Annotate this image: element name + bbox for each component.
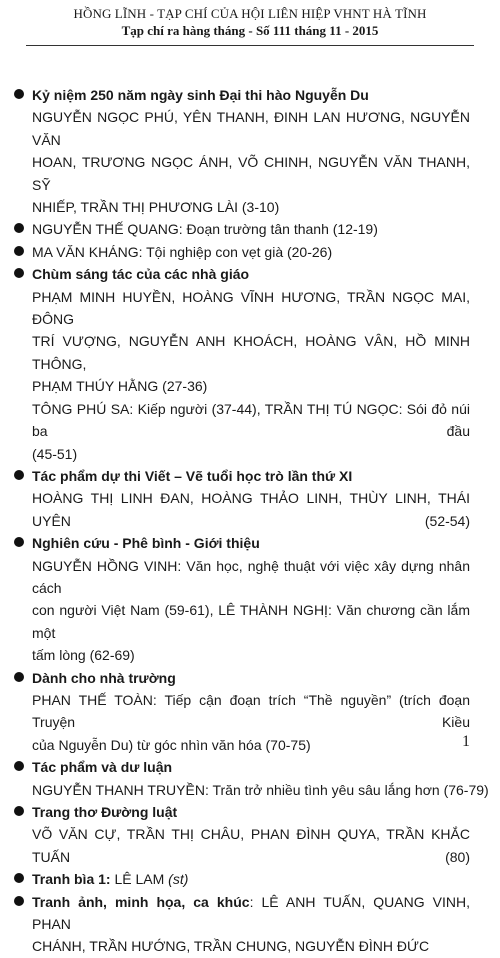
work-title: : Đoạn trường tân thanh (12-19)	[178, 221, 378, 238]
toc-entry-nha-giao	[12, 263, 470, 465]
source-note: (st)	[168, 871, 189, 888]
section-title: Kỷ niệm 250 năm ngày sinh Đại thi hào Nguyễn Du	[32, 87, 369, 103]
section-title: Tranh bìa 1:	[32, 871, 111, 888]
entry-line: của Nguyễn Du) từ góc nhìn văn hóa (70-75)	[32, 736, 311, 753]
artist-name: LÊ LAM	[110, 871, 169, 888]
section-title: Nghiên cứu - Phê bình - Giới thiệu	[32, 535, 260, 552]
toc-entry-nha-truong	[12, 667, 470, 757]
journal-name: HỒNG LĨNH - TẠP CHÍ CỦA HỘI LIÊN HIỆP VHNT HÀ TĨNH	[73, 6, 427, 21]
bullet-icon	[14, 246, 24, 256]
toc-entry-tranh-bia	[12, 868, 470, 890]
author-name: NGUYỄN THẾ QUANG	[32, 221, 179, 238]
entry-line: NGUYỄN HỒNG VINH: Văn học, nghệ thuật với việc xây dựng nhân cách	[32, 557, 470, 596]
entry-line: PHAN THẾ TOÀN: Tiếp cận đoạn trích “Thề nguyền” (trích đoạn Truyện Kiều	[32, 691, 470, 731]
header-divider	[26, 45, 474, 46]
section-title: Tranh ảnh, minh họa, ca khúc	[32, 893, 250, 910]
entry-line: HOÀNG THỊ LINH ĐAN, HOÀNG THẢO LINH, THÙY LINH, THÁI UYÊN (52-54)	[32, 490, 470, 529]
entry-line	[32, 218, 470, 240]
entry-line: VÕ VĂN CỰ, TRẦN THỊ CHÂU, PHAN ĐÌNH QUYA, TRẦN KHẮC TUẤN (80)	[32, 826, 470, 865]
entry-line	[32, 868, 470, 890]
bullet-icon	[14, 761, 24, 771]
bullet-icon	[14, 537, 24, 547]
bullet-icon	[14, 896, 24, 906]
toc-entry-nguyen-du	[12, 84, 470, 218]
entry-line: tấm lòng (62-69)	[32, 647, 135, 664]
toc-entry-du-luan	[12, 756, 489, 801]
bullet-icon	[14, 268, 24, 278]
entry-line: PHẠM THÚY HẰNG (27-36)	[32, 378, 208, 395]
author-name: MA VĂN KHÁNG	[32, 243, 139, 260]
entry-line: TRÍ VƯỢNG, NGUYỄN ANH KHOÁCH, HOÀNG VÂN, HỒ MINH THÔNG,	[32, 333, 470, 372]
issue-info: Tạp chí ra hàng tháng - Số 111 tháng 11 - 2015	[121, 23, 379, 38]
entry-line: NGUYỄN THANH TRUYỀN: Trăn trở nhiều tình yêu sâu lắng hơn (76-79)	[32, 781, 489, 798]
entry-line: HOAN, TRƯƠNG NGỌC ÁNH, VÕ CHINH, NGUYỄN VĂN THANH, SỸ	[32, 154, 470, 193]
section-title: Tác phẩm dự thi Viết – Vẽ tuổi học trò lần thứ XI	[32, 467, 353, 484]
bullet-icon	[14, 470, 24, 480]
toc-entry-nguyen-the-quang	[12, 218, 470, 240]
bullet-icon	[14, 89, 24, 99]
entry-line: PHẠM MINH HUYỀN, HOÀNG VĨNH HƯƠNG, TRẦN NGỌC MAI, ĐÔNG	[32, 288, 470, 328]
section-title: Chùm sáng tác của các nhà giáo	[32, 266, 250, 283]
table-of-contents	[12, 84, 489, 958]
toc-entry-du-thi	[12, 465, 470, 532]
journal-header	[0, 5, 500, 39]
bullet-icon	[14, 806, 24, 816]
entry-line: con người Việt Nam (59-61), LÊ THÀNH NGHỊ: Văn chương cần lắm một	[32, 602, 470, 641]
toc-entry-nghien-cuu	[12, 532, 470, 666]
work-title: : Tội nghiệp con vẹt già (20-26)	[138, 243, 333, 260]
entry-line: (45-51)	[32, 445, 78, 462]
toc-entry-ma-van-khang	[12, 241, 470, 263]
toc-entry-tranh-anh	[12, 891, 470, 958]
bullet-icon	[14, 873, 24, 883]
bullet-icon	[14, 223, 24, 233]
section-title: Tác phẩm và dư luận	[32, 759, 173, 776]
entry-line	[32, 241, 470, 263]
section-title: Trang thơ Đường luật	[32, 804, 178, 820]
entry-line: NHIẾP, TRẦN THỊ PHƯƠNG LÀI (3-10)	[32, 199, 280, 216]
bullet-icon	[14, 672, 24, 682]
toc-entry-tho-duong-luat	[12, 801, 470, 868]
page-number: 1	[462, 733, 470, 750]
entry-line	[32, 891, 470, 936]
section-title: Dành cho nhà trường	[32, 669, 176, 686]
entry-line: NGUYỄN NGỌC PHÚ, YÊN THANH, ĐINH LAN HƯƠNG, NGUYỄN VĂN	[32, 109, 470, 148]
entry-text: : LÊ ANH TUẤN, QUANG VINH, PHAN	[32, 893, 470, 933]
entry-line: CHÁNH, TRẦN HƯỚNG, TRẦN CHUNG, NGUYỄN ĐÌNH ĐỨC	[32, 938, 430, 955]
entry-line: TÔNG PHÚ SA: Kiếp người (37-44), TRẦN THỊ TÚ NGỌC: Sói đỏ núi ba đầu	[32, 400, 470, 440]
